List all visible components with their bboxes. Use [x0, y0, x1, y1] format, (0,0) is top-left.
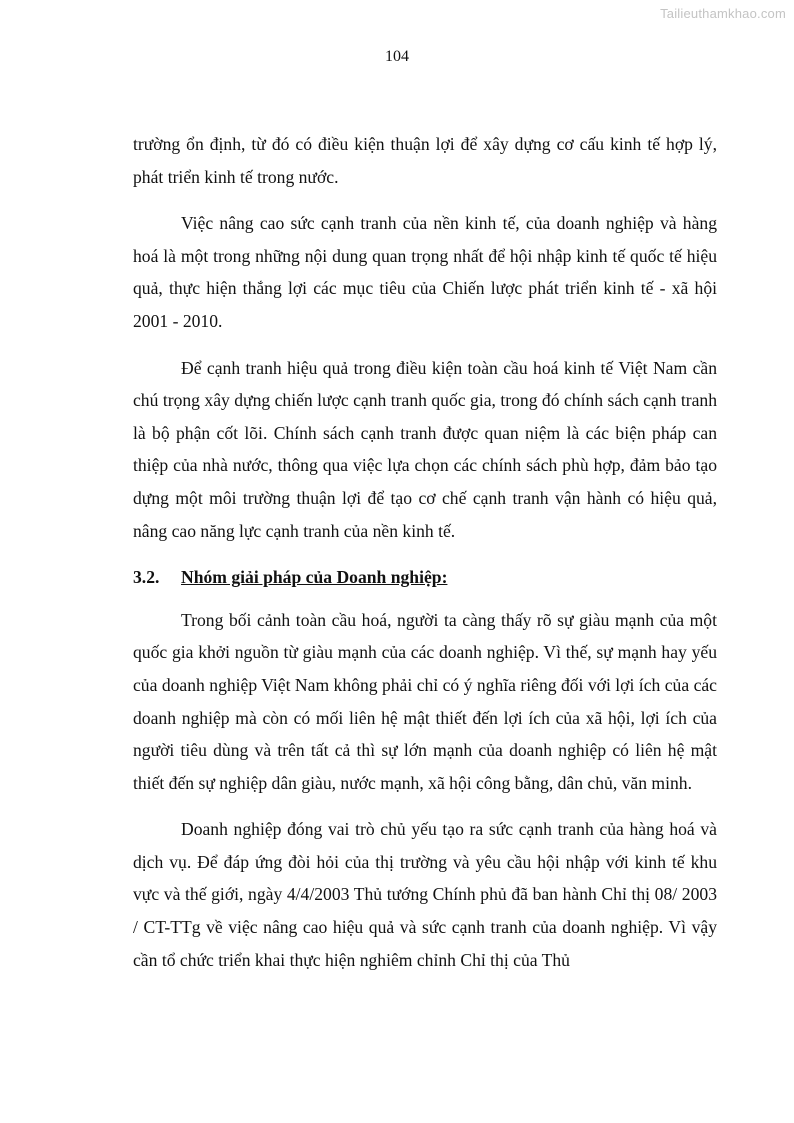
watermark: Tailieuthamkhao.com [660, 6, 786, 21]
page-number: 104 [385, 48, 409, 65]
section-heading [133, 561, 717, 594]
section-title: Nhóm giải pháp của Doanh nghiệp: [181, 567, 448, 588]
paragraph: Việc nâng cao sức cạnh tranh của nền kinh tế, của doanh nghiệp và hàng hoá là một trong những nội dung quan trọng nhất để hội nhập kinh tế quốc tế hiệu quả, thực hiện thắng lợi các mục tiêu của Chiến lược phát triển kinh tế - xã hội 2001 - 2010. [133, 213, 717, 331]
document-body [133, 128, 717, 990]
paragraph: Trong bối cảnh toàn cầu hoá, người ta càng thấy rõ sự giàu mạnh của một quốc gia khởi nguồn từ giàu mạnh của các doanh nghiệp. Vì thế, sự mạnh hay yếu của doanh nghiệp Việt Nam không phải chỉ có ý nghĩa riêng đối với lợi ích của các doanh nghiệp mà còn có mối liên hệ mật thiết đến lợi ích của xã hội, lợi ích của người tiêu dùng và trên tất cả thì sự lớn mạnh của doanh nghiệp có liên hệ mật thiết đến sự nghiệp dân giàu, nước mạnh, xã hội công bằng, dân chủ, văn minh. [133, 609, 717, 793]
paragraph: Doanh nghiệp đóng vai trò chủ yếu tạo ra sức cạnh tranh của hàng hoá và dịch vụ. Để đáp ứng đòi hỏi của thị trường và yêu cầu hội nhập với kinh tế khu vực và thế giới, ngày 4/4/2003 Thủ tướng Chính phủ đã ban hành Chỉ thị 08/ 2003 / CT-TTg về việc nâng cao hiệu quả và sức cạnh tranh của doanh nghiệp. Vì vậy cần tổ chức triển khai thực hiện nghiêm chỉnh Chỉ thị của Thủ [133, 819, 717, 970]
paragraph: Để cạnh tranh hiệu quả trong điều kiện toàn cầu hoá kinh tế Việt Nam cần chú trọng xây dựng chiến lược cạnh tranh quốc gia, trong đó chính sách cạnh tranh là bộ phận cốt lõi. Chính sách cạnh tranh được quan niệm là các biện pháp can thiệp của nhà nước, thông qua việc lựa chọn các chính sách phù hợp, đảm bảo tạo dựng một môi trường thuận lợi để tạo cơ chế cạnh tranh vận hành có hiệu quả, nâng cao năng lực cạnh tranh của nền kinh tế. [133, 357, 717, 541]
paragraph: trường ổn định, từ đó có điều kiện thuận lợi để xây dựng cơ cấu kinh tế hợp lý, phát triển kinh tế trong nước. [133, 134, 717, 187]
section-number: 3.2. [133, 567, 160, 588]
